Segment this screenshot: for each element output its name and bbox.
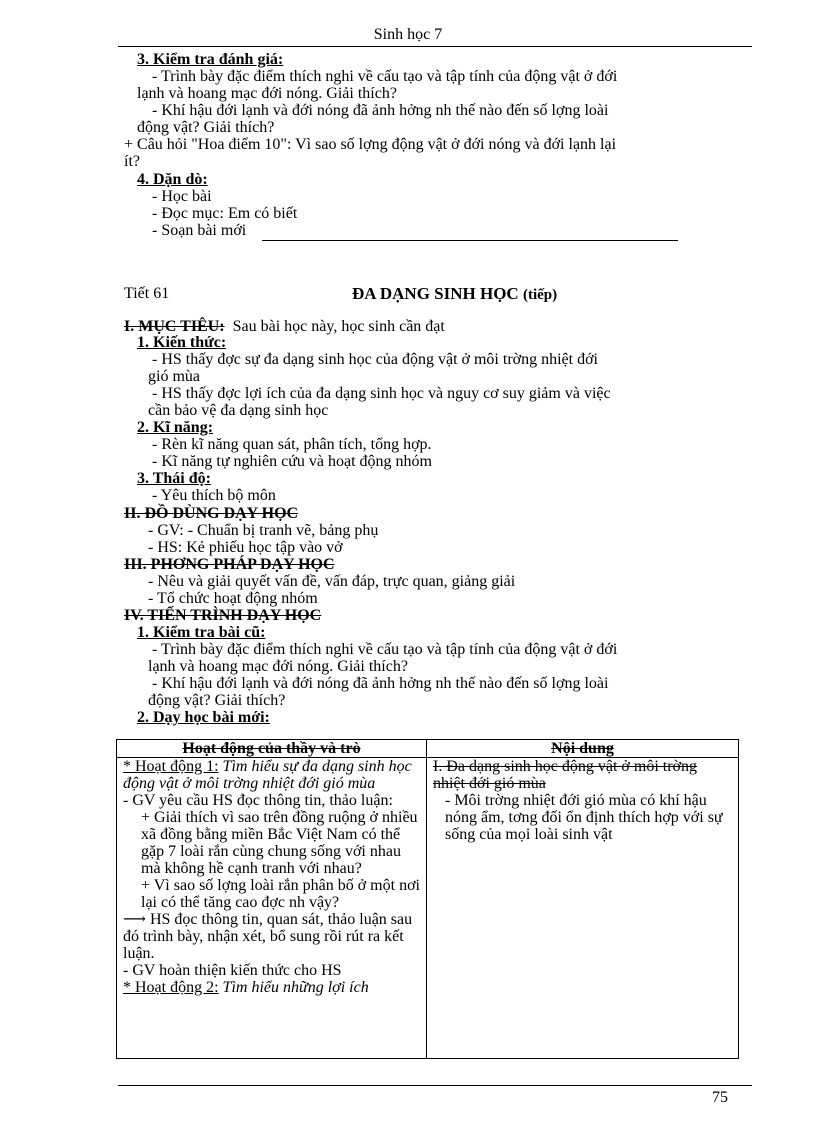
activity-line: ⟶ HS đọc thông tin, quan sát, thảo luận sau đó trình bày, nhận xét, bổ sung rồi rút ra kết luận. [123,911,413,962]
activity-1-heading: * Hoạt động 1: Tìm hiểu sự đa dạng sinh học động vật ở môi trờng nhiệt đới gió mùa [123,758,412,792]
content-text: - Môi trờng nhiệt đới gió mùa có khí hậu nóng ẩm, tơng đối ổn định thích hợp với sự sống của mọi loài sinh vật [445,792,723,843]
thai-do-line: - Yêu thích bộ môn [152,487,276,504]
kiem-tra-bai-cu-heading: 1. Kiểm tra bài cũ: [137,624,266,641]
activity-line: + Vì sao số lợng loài rắn phân bố ở một nơi lại có thể tăng cao đợc nh vậy? [141,877,420,911]
dan-do-item: - Soạn bài mới [152,222,247,239]
tien-trinh-heading: IV. TIẾN TRÌNH DẠY HỌC [124,607,322,624]
prev-line-2: lạnh và hoang mạc đới nóng. Giải thích? [137,85,397,102]
prev-line-1: - Trình bày đặc điểm thích nghi về cấu tạo và tập tính của động vật ở đới [152,68,618,85]
column-header-activities: Hoạt động của thầy và trò [117,740,427,758]
kien-thuc-heading: 1. Kiến thức: [137,334,227,351]
kiem-tra-danh-gia-heading: 3. Kiểm tra đánh giá: [137,51,284,68]
ki-nang-line: - Kĩ năng tự nghiên cứu và hoạt động nhóm [152,453,432,470]
phuong-phap-line: - Nêu và giải quyết vấn đề, vấn đáp, trực quan, giảng giải [148,573,516,590]
kiem-tra-line: động vật? Giải thích? [148,692,286,709]
lesson-number: Tiết 61 [124,285,170,302]
lesson-table [116,739,739,1059]
do-dung-line: - HS: Kẻ phiếu học tập vào vở [148,539,343,556]
activity-2-heading: * Hoạt động 2: Tìm hiểu những lợi ích [123,979,369,996]
day-hoc-heading: 2. Dạy học bài mới: [137,709,270,726]
lesson-title: ĐA DẠNG SINH HỌC (tiếp) [352,284,558,303]
page-number: 75 [712,1089,728,1106]
thai-do-heading: 3. Thái độ: [137,470,211,487]
do-dung-line: - GV: - Chuẩn bị tranh vẽ, bảng phụ [148,522,379,539]
arrow-right-icon: ⟶ [123,911,146,928]
kiem-tra-line: lạnh và hoang mạc đới nóng. Giải thích? [148,658,408,675]
muc-tieu-row [124,318,445,335]
dan-do-item: - Đọc mục: Em có biết [152,205,298,222]
activity-line: + Giải thích vì sao trên đồng ruộng ở nhiều xã đồng bằng miền Bắc Việt Nam có thể gặp 7 loài rắn cùng chung sống với nhau mà không hề cạnh tranh với nhau? [141,809,418,877]
prev-line-3: - Khí hậu đới lạnh và đới nóng đã ảnh hởng nh thế nào đến số lợng loài [152,102,609,119]
muc-tieu-intro: Sau bài học này, học sinh cần đạt [232,318,445,335]
do-dung-heading: II. ĐỒ DÙNG DẠY HỌC [124,505,299,522]
kien-thuc-line: cần bảo vệ đa dạng sinh học [148,402,329,419]
kien-thuc-line: - HS thấy đợc lợi ích của đa dạng sinh học và nguy cơ suy giảm và việc [152,385,611,402]
kien-thuc-line: - HS thấy đợc sự đa dạng sinh học của động vật ở môi trờng nhiệt đới [152,351,598,368]
kiem-tra-line: - Khí hậu đới lạnh và đới nóng đã ảnh hởng nh thế nào đến số lợng loài [152,675,609,692]
column-header-content: Nội dung [427,740,739,758]
prev-line-4: động vật? Giải thích? [137,119,275,136]
dan-do-item: - Học bài [152,188,212,205]
content-heading: I. Đa dạng sinh học động vật ở môi trờng nhiệt đới gió mùa [433,758,697,792]
content-cell [427,758,739,1059]
prev-line-5: + Câu hỏi "Hoa điểm 10": Vì sao số lợng động vật ở đới nóng và đới lạnh lại [124,136,617,153]
prev-line-6: ít? [124,153,140,170]
activity-line: - GV hoàn thiện kiến thức cho HS [123,962,342,979]
page-header-title: Sinh học 7 [373,26,443,43]
muc-tieu-heading: I. MỤC TIÊU: [124,318,225,335]
section-divider [262,240,678,241]
footer-rule [118,1085,752,1086]
ki-nang-line: - Rèn kĩ năng quan sát, phân tích, tổng hợp. [152,436,432,453]
kien-thuc-line: gió mùa [148,368,200,385]
dan-do-heading: 4. Dặn dò: [137,171,208,188]
phuong-phap-heading: III. PHƠNG PHÁP DẠY HỌC [124,556,335,573]
header-rule [118,46,752,47]
activities-cell [117,758,427,1059]
phuong-phap-line: - Tổ chức hoạt động nhóm [148,590,318,607]
activity-line: - GV yêu cầu HS đọc thông tin, thảo luận: [123,792,393,809]
kiem-tra-line: - Trình bày đặc điểm thích nghi về cấu tạo và tập tính của động vật ở đới [152,641,618,658]
ki-nang-heading: 2. Kĩ năng: [137,419,214,436]
